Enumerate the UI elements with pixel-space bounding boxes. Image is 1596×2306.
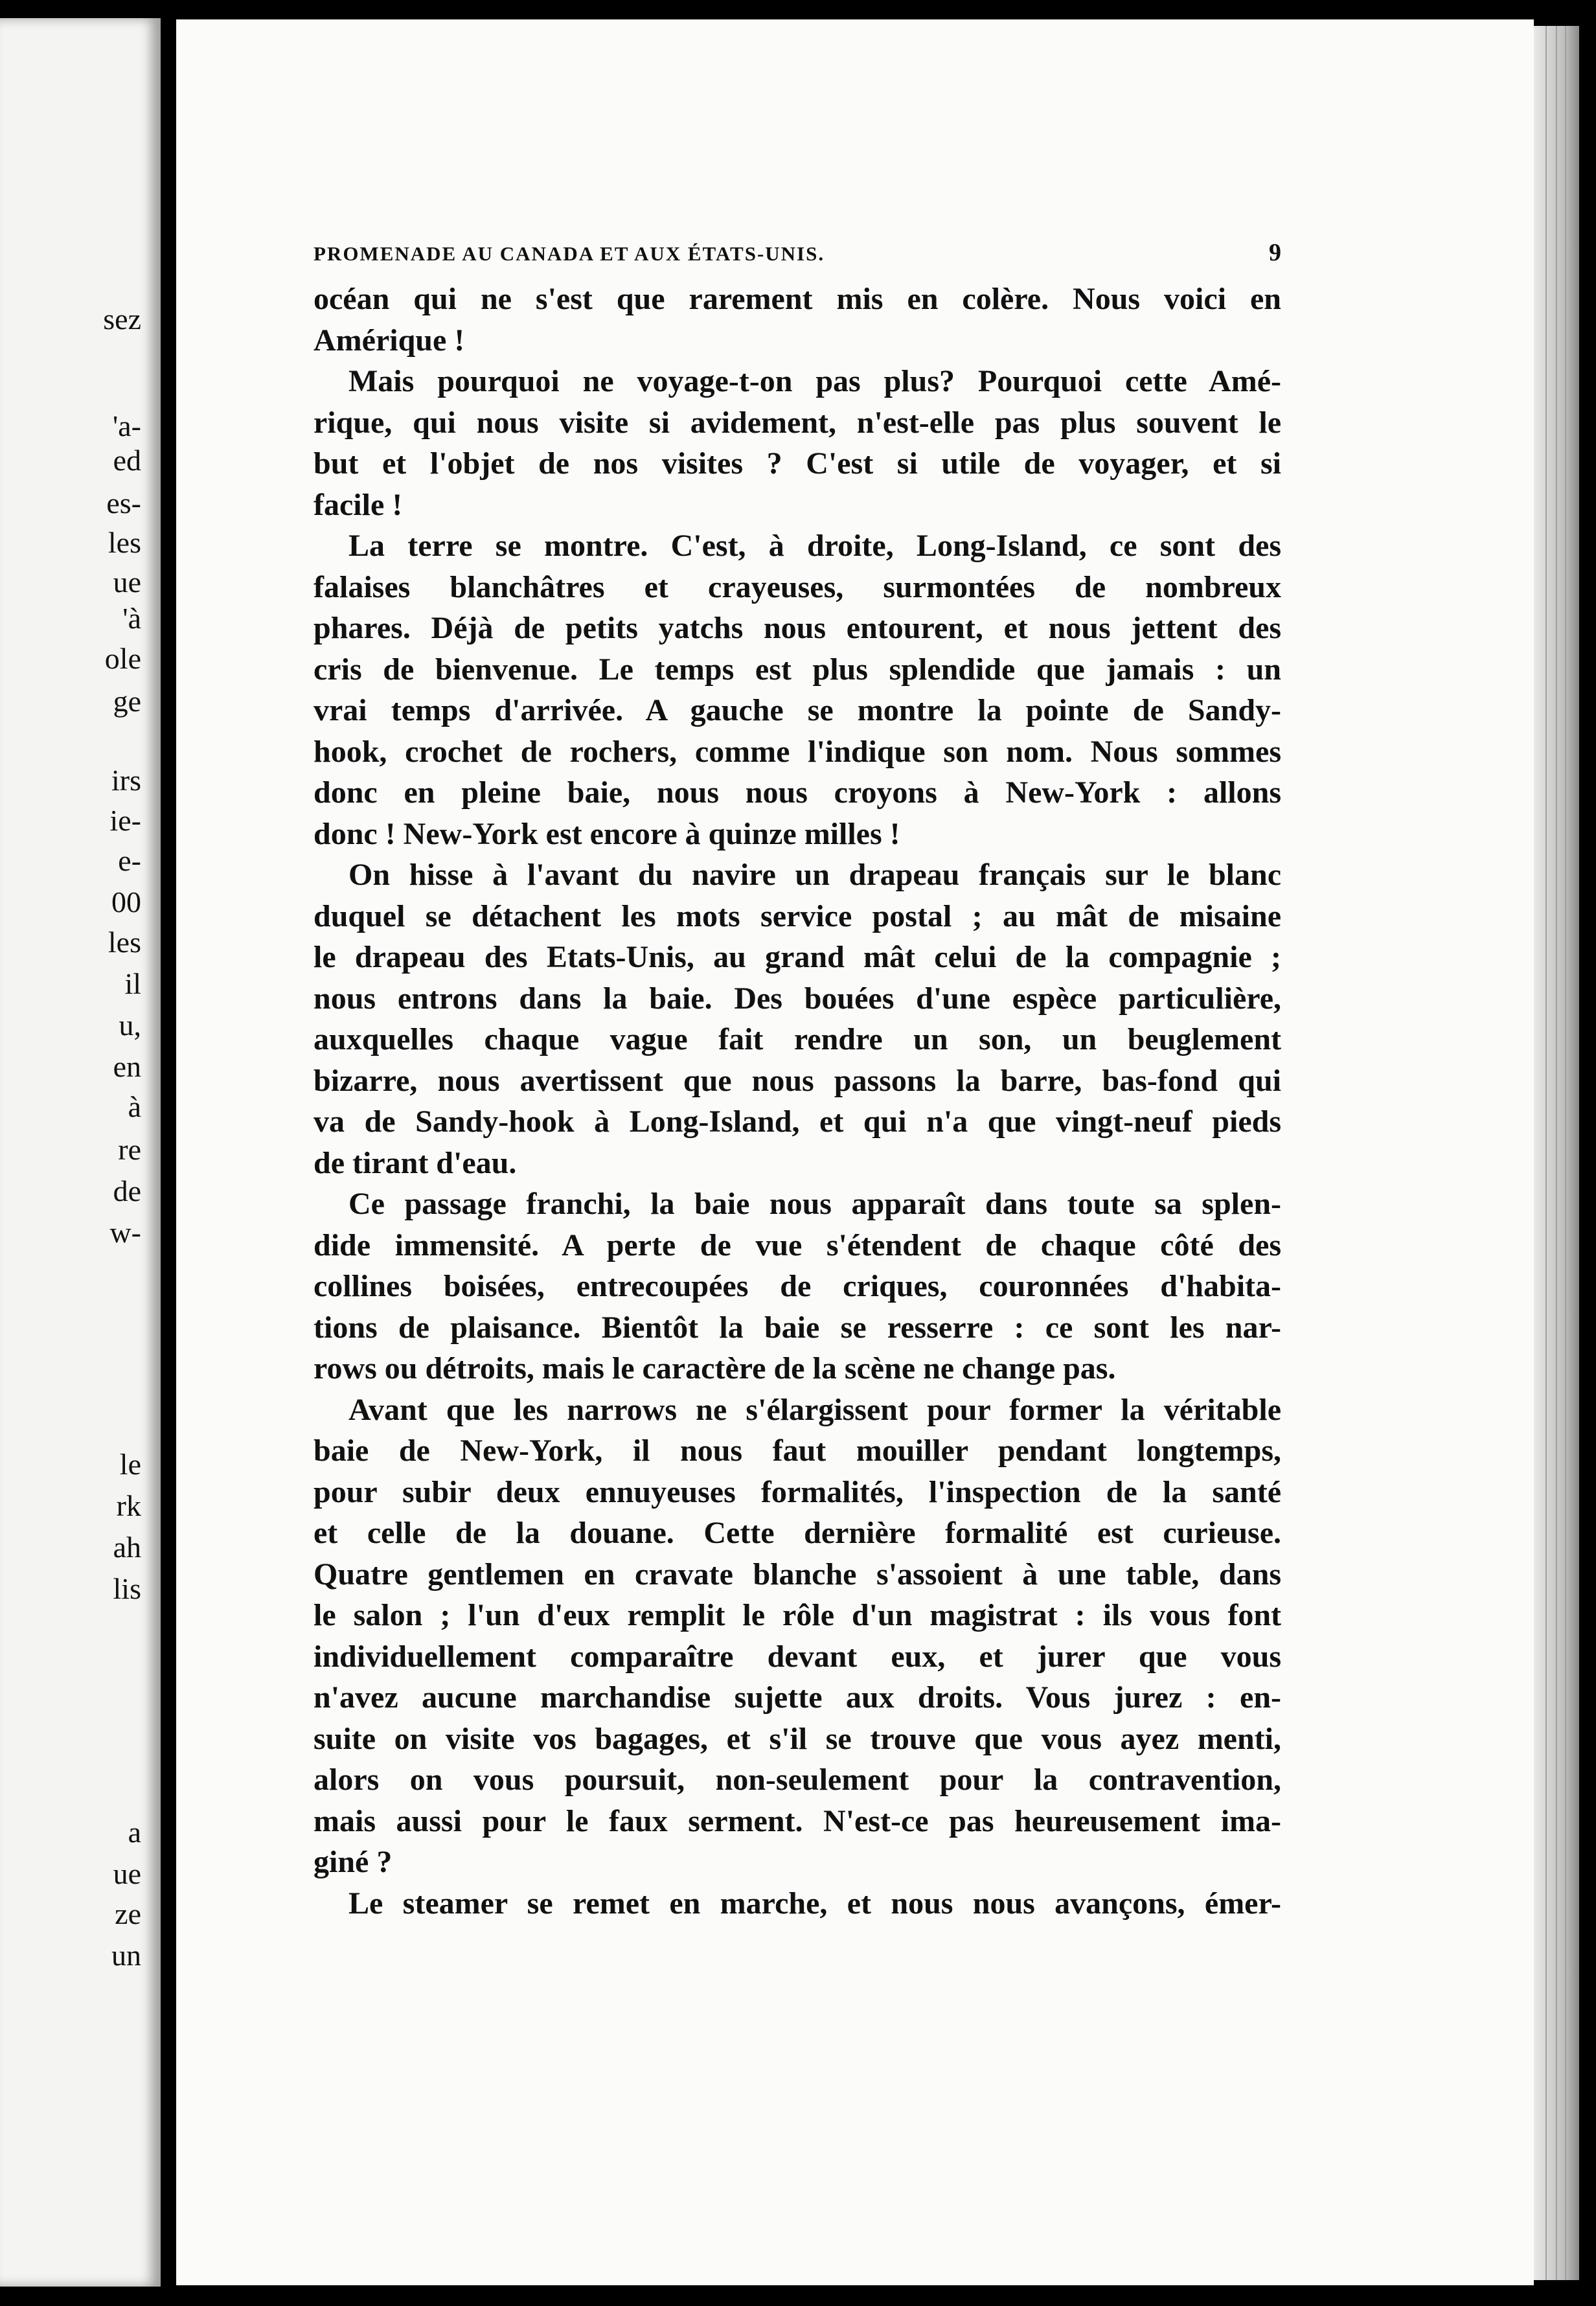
text-line: tions de plaisance. Bientôt la baie se resserre : ce sont les nar- [314, 1310, 1281, 1345]
text-line: donc ! New-York est encore à quinze milles ! [314, 816, 900, 851]
text-line: but et l'objet de nos visites ? C'est si utile de voyager, et si [314, 446, 1281, 481]
text-line: le drapeau des Etats-Unis, au grand mât celui de la compagnie ; [314, 940, 1281, 974]
text-line: cris de bienvenue. Le temps est plus splendide que jamais : un [314, 652, 1281, 687]
text-line: n'avez aucune marchandise sujette aux droits. Vous jurez : en- [314, 1680, 1281, 1715]
text-line: Ce passage franchi, la baie nous apparaît dans toute sa splen- [348, 1187, 1281, 1221]
facing-page-fragment: ed [113, 444, 141, 477]
facing-page-fragment: il [124, 967, 141, 1000]
text-line: de tirant d'eau. [314, 1145, 517, 1180]
text-line: suite on visite vos bagages, et s'il se trouve que vous ayez menti, [314, 1721, 1281, 1756]
text-line: vrai temps d'arrivée. A gauche se montre la pointe de Sandy- [314, 693, 1281, 727]
text-line: baie de New-York, il nous faut mouiller pendant longtemps, [314, 1433, 1281, 1468]
text-line: Mais pourquoi ne voyage-t-on pas plus? Pourquoi cette Amé- [348, 364, 1281, 398]
running-head [314, 238, 1281, 267]
facing-page-fragment: a [128, 1816, 141, 1849]
text-line: océan qui ne s'est que rarement mis en colère. Nous voici en [314, 282, 1281, 316]
text-line: pour subir deux ennuyeuses formalités, l'inspection de la santé [314, 1474, 1281, 1509]
text-line: duquel se détachent les mots service postal ; au mât de misaine [314, 898, 1281, 933]
text-line: La terre se montre. C'est, à droite, Long-Island, ce sont des [348, 529, 1281, 563]
text-line: falaises blanchâtres et crayeuses, surmontées de nombreux [314, 569, 1281, 604]
text-line: hook, crochet de rochers, comme l'indique son nom. Nous sommes [314, 734, 1281, 769]
page-number: 9 [1269, 239, 1281, 266]
text-line: rique, qui nous visite si avidement, n'est-elle pas plus souvent le [314, 405, 1281, 440]
facing-page-fragment: un [111, 1939, 141, 1972]
facing-page-fragment: re [118, 1133, 141, 1166]
running-title: PROMENADE AU CANADA ET AUX ÉTATS-UNIS. [314, 242, 825, 265]
text-line: va de Sandy-hook à Long-Island, et qui n'a que vingt-neuf pieds [314, 1104, 1281, 1139]
facing-page-fragment: u, [119, 1009, 141, 1042]
text-line: le salon ; l'un d'eux remplit le rôle d'un magistrat : ils vous font [314, 1598, 1281, 1632]
text-line: individuellement comparaître devant eux, et jurer que vous [314, 1639, 1281, 1674]
facing-page-fragment: es- [106, 486, 141, 519]
facing-page-fragment: de [113, 1174, 141, 1207]
text-line: Avant que les narrows ne s'élargissent pour former la véritable [348, 1392, 1281, 1427]
facing-page-fragment: sez [103, 303, 141, 336]
facing-page-fragment: 'à [122, 602, 141, 635]
facing-page-fragment: w- [109, 1216, 141, 1249]
text-line: rows ou détroits, mais le caractère de la scène ne change pas. [314, 1351, 1116, 1386]
facing-page-fragment: ge [113, 685, 141, 718]
text-line: alors on vous poursuit, non-seulement pour la contravention, [314, 1763, 1281, 1797]
text-line: et celle de la douane. Cette dernière formalité est curieuse. [314, 1516, 1281, 1550]
text-line: bizarre, nous avertissent que nous passons la barre, bas-fond qui [314, 1063, 1281, 1098]
facing-page-fragment: ie- [109, 804, 141, 837]
facing-page-fragment: ue [113, 565, 141, 599]
facing-page-fragment: ue [113, 1857, 141, 1890]
text-line: nous entrons dans la baie. Des bouées d'une espèce particulière, [314, 981, 1281, 1016]
facing-page-fragment: 'a- [112, 409, 141, 442]
text-line: On hisse à l'avant du navire un drapeau français sur le blanc [348, 858, 1281, 892]
page-block-edge [1534, 26, 1579, 2280]
facing-page [0, 18, 161, 2287]
text-line: auxquelles chaque vague fait rendre un son, un beuglement [314, 1022, 1281, 1056]
facing-page-fragment: rk [116, 1489, 141, 1522]
text-line: Quatre gentlemen en cravate blanche s'assoient à une table, dans [314, 1557, 1281, 1592]
text-line: mais aussi pour le faux serment. N'est-ce pas heureusement ima- [314, 1803, 1281, 1838]
text-line: giné ? [314, 1845, 393, 1879]
facing-page-fragment: e- [118, 844, 141, 877]
facing-page-fragment: ze [115, 1897, 141, 1930]
facing-page-text-fragments [0, 18, 149, 2287]
facing-page-fragment: les [108, 926, 141, 959]
facing-page-fragment: en [113, 1050, 141, 1083]
facing-page-fragment: lis [113, 1572, 141, 1605]
text-line: Le steamer se remet en marche, et nous nous avançons, émer- [348, 1886, 1281, 1921]
facing-page-fragment: 00 [111, 885, 141, 919]
body-text [314, 279, 1281, 1924]
text-line: phares. Déjà de petits yatchs nous entourent, et nous jettent des [314, 611, 1281, 645]
facing-page-fragment: ole [104, 642, 141, 675]
facing-page-fragment: irs [111, 764, 141, 797]
text-line: dide immensité. A perte de vue s'étendent de chaque côté des [314, 1227, 1281, 1262]
facing-page-fragment: le [119, 1448, 141, 1481]
facing-page-fragment: les [108, 526, 141, 559]
text-line: donc en pleine baie, nous nous croyons à New-York : allons [314, 775, 1281, 810]
facing-page-fragment: ah [113, 1531, 141, 1564]
text-line: collines boisées, entrecoupées de criques, couronnées d'habita- [314, 1269, 1281, 1303]
text-line: facile ! [314, 487, 403, 522]
text-line: Amérique ! [314, 323, 465, 358]
facing-page-fragment: à [128, 1090, 141, 1123]
